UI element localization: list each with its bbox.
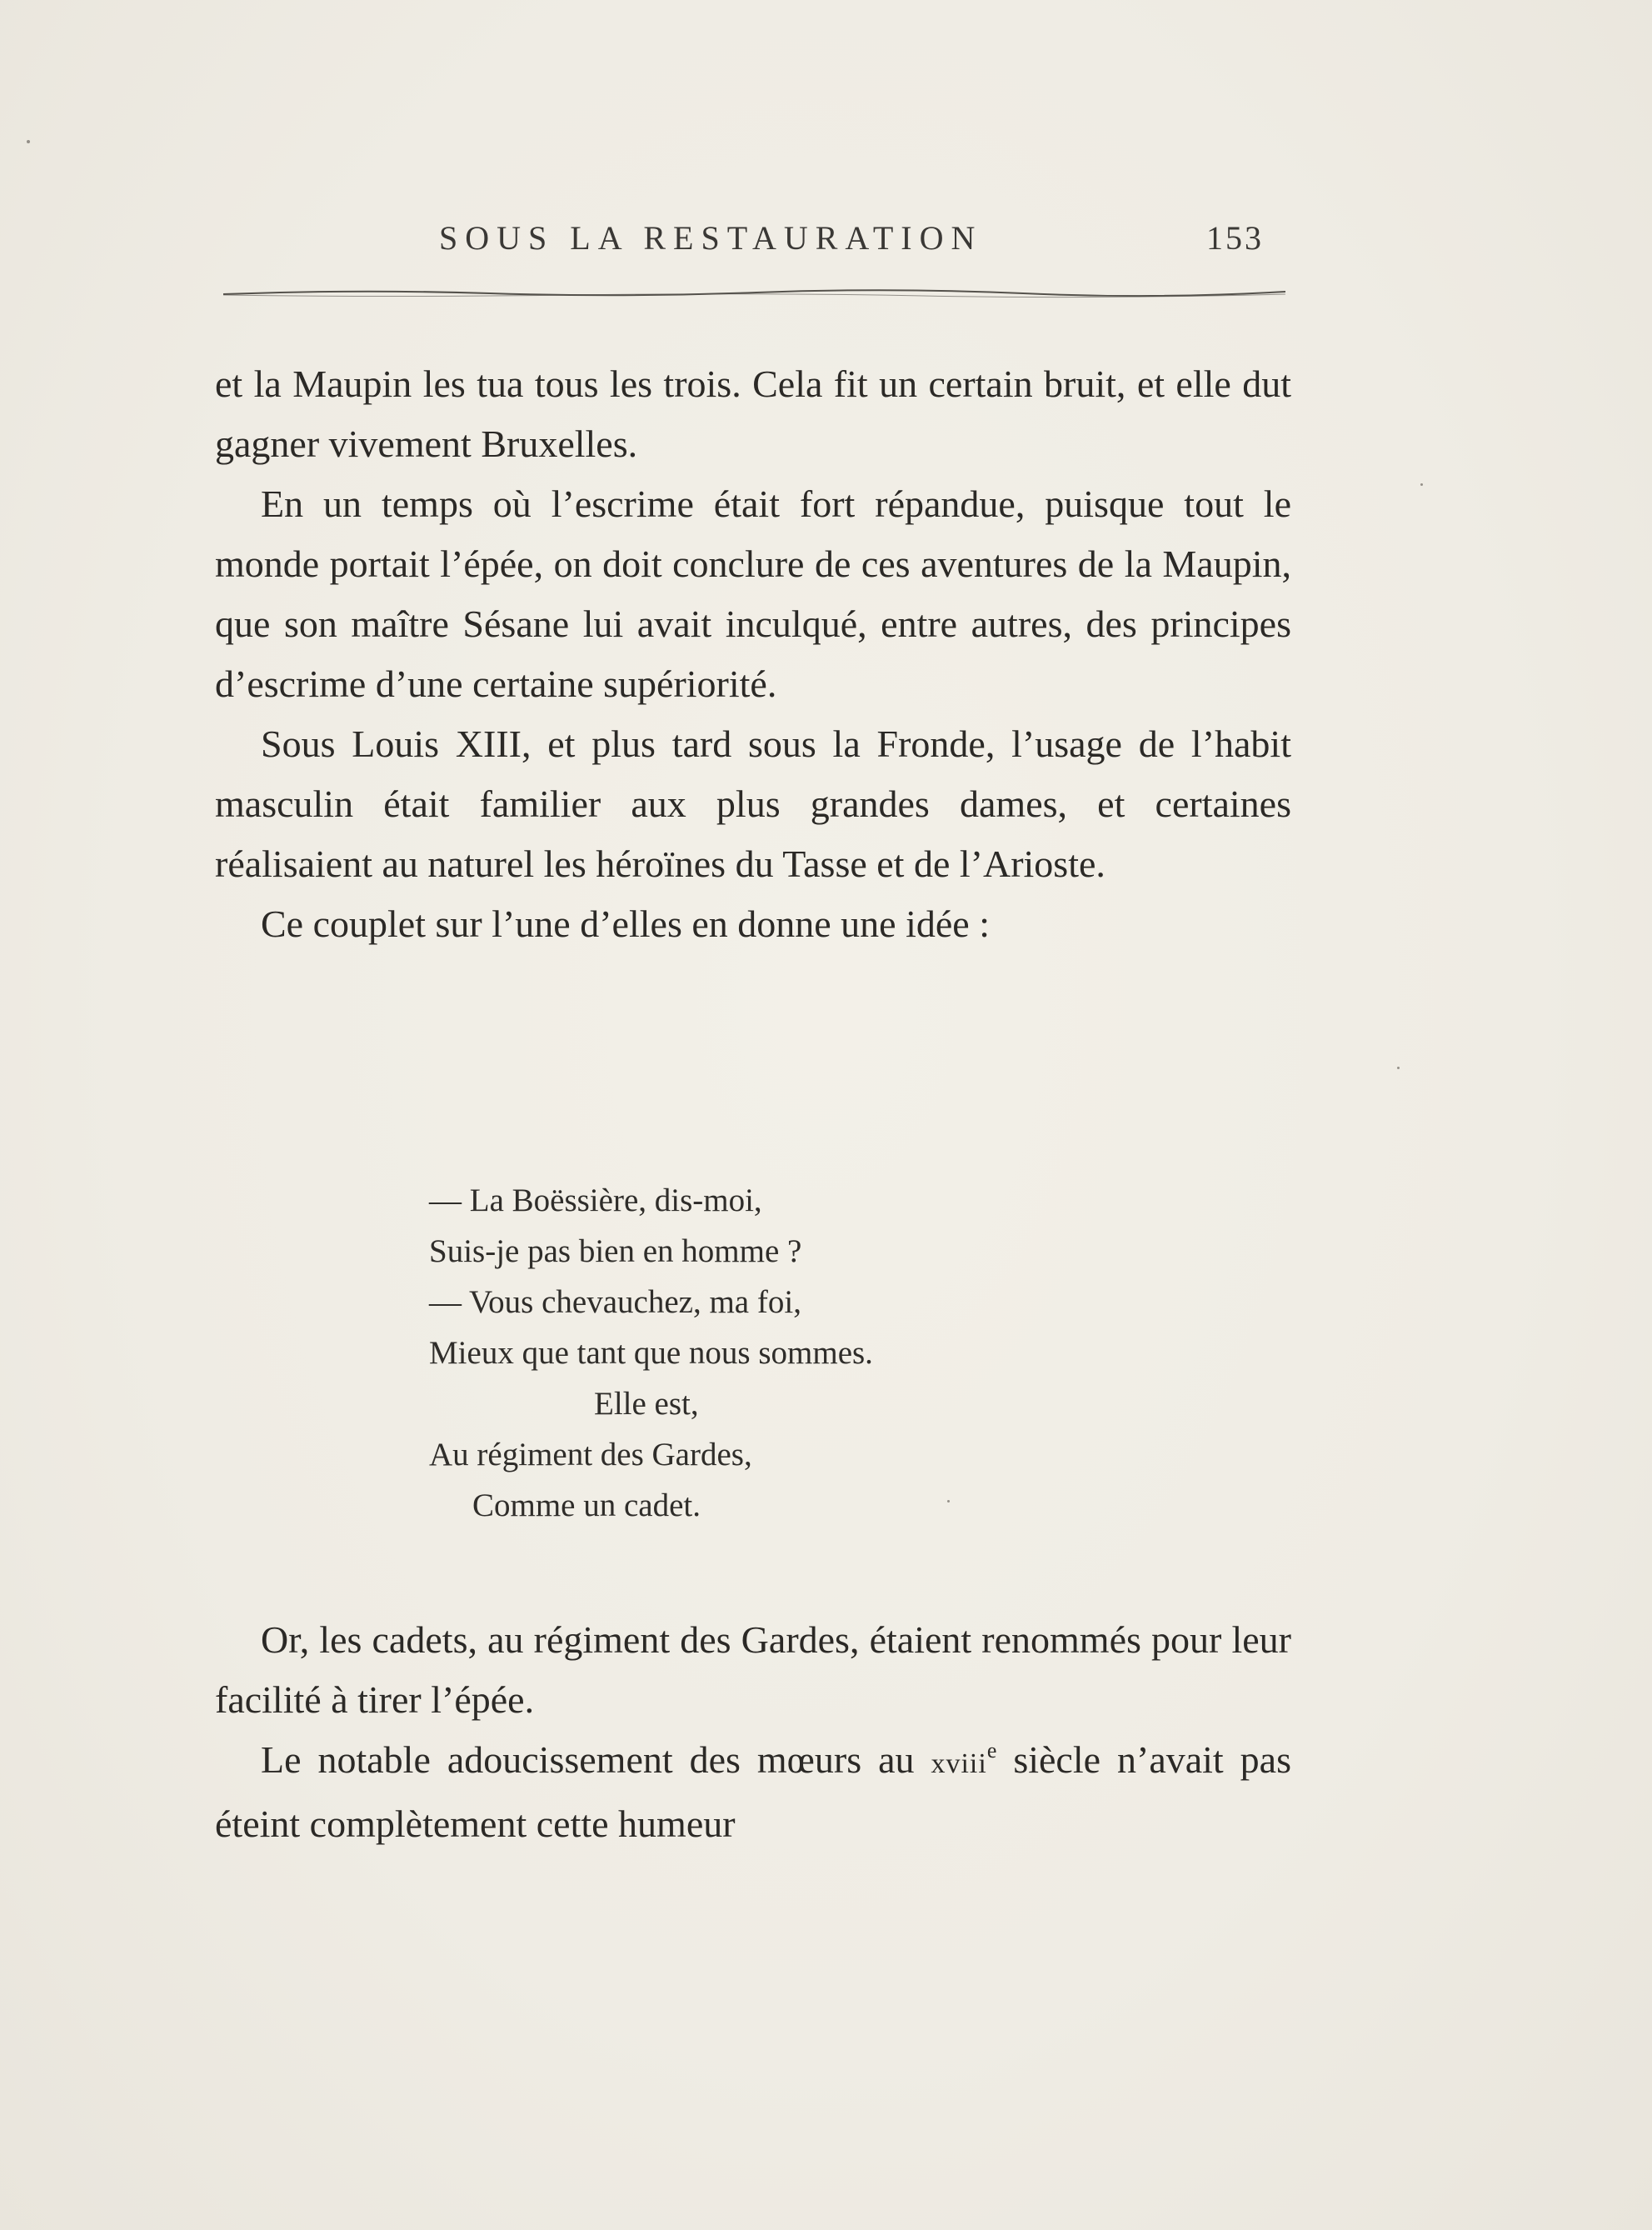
paragraph	[215, 1730, 1291, 1854]
body-text-bottom	[215, 1610, 1291, 1854]
paper-speck	[1420, 483, 1423, 486]
verse-line: — La Boëssière, dis-moi,	[429, 1182, 762, 1218]
header-rule	[223, 288, 1285, 299]
text-run: siècle n’avait pas éteint complètement cette humeur	[215, 1738, 1291, 1845]
paragraph: Ce couplet sur l’une d’elles en donne une idée :	[261, 902, 990, 945]
paragraph: Sous Louis XIII, et plus tard sous la Fronde, l’usage de l’habit masculin était familier aux plus grandes dames, et certaines réalisaient au naturel les héroïnes du Tasse et de l’Arioste.	[215, 722, 1291, 885]
paragraph: En un temps où l’escrime était fort répandue, puisque tout le monde portait l’épée, on doit conclure de ces aventures de la Maupin, que son maître Sésane lui avait inculqué, entre autres, des principes d’escrime d’une certaine supériorité.	[215, 482, 1291, 705]
paper-speck	[27, 140, 30, 143]
text-run: Le notable adoucissement des mœurs au	[261, 1738, 931, 1781]
running-title: SOUS LA RESTAURATION	[439, 219, 983, 257]
page-number: 153	[1206, 219, 1264, 257]
verse-line: — Vous chevauchez, ma foi,	[429, 1284, 801, 1320]
paper-speck	[947, 1500, 950, 1502]
verse-line: Au régiment des Gardes,	[429, 1437, 752, 1472]
couplet	[429, 1175, 873, 1531]
verse-line: Suis-je pas bien en homme ?	[429, 1233, 802, 1269]
paper-speck	[1397, 1067, 1400, 1069]
verse-line: Elle est,	[594, 1386, 699, 1422]
verse-line: Comme un cadet.	[472, 1488, 701, 1523]
superscript: e	[986, 1738, 997, 1762]
body-text-top	[215, 354, 1291, 954]
paragraph: et la Maupin les tua tous les trois. Cela fit un certain bruit, et elle dut gagner vivement Bruxelles.	[215, 362, 1291, 465]
paragraph: Or, les cadets, au régiment des Gardes, étaient renommés pour leur facilité à tirer l’épée.	[215, 1618, 1291, 1721]
century-numeral: xviii	[931, 1748, 987, 1779]
verse-line: Mieux que tant que nous sommes.	[429, 1335, 873, 1371]
